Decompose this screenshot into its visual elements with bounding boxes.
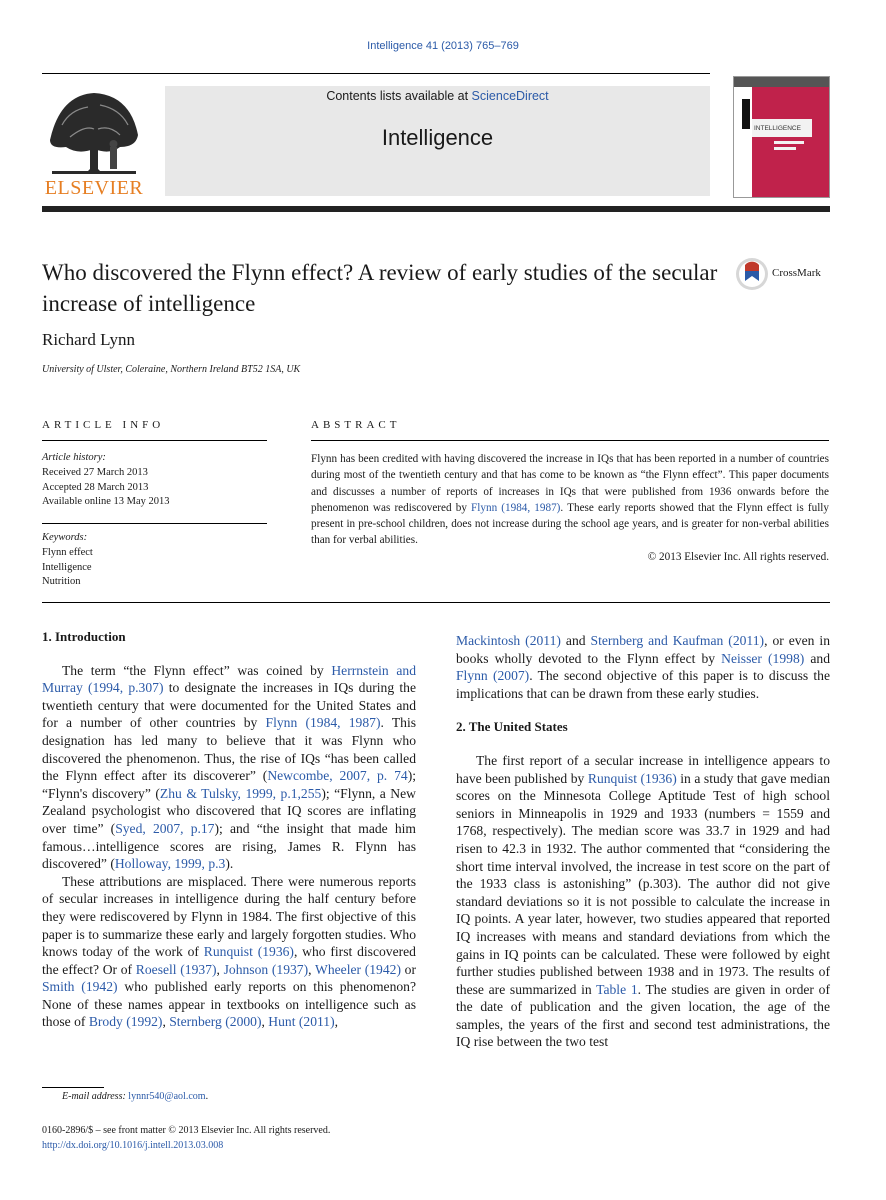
body-text: . This designation has led many to believe that it was Flynn who discovered the phenomenon. Thus, the rise of IQs “has been called the Flynn effect after its discoverer” ( [42, 715, 417, 784]
contents-prefix: Contents lists available at [326, 89, 472, 103]
author-email [62, 1091, 208, 1102]
citation-link[interactable]: Hunt (2011) [268, 1014, 335, 1030]
body-text: ); “Flynn's discovery” ( [42, 768, 417, 801]
body-text: , who first discovered the effect? Or of [42, 944, 416, 977]
article-history [42, 451, 267, 510]
body-text: The term “the Flynn effect” was coined by [62, 662, 332, 678]
sciencedirect-link[interactable]: ScienceDirect [471, 89, 549, 103]
citation-link[interactable]: Newcombe, 2007, p. 74 [267, 768, 408, 784]
email-label: E-mail address: [62, 1091, 129, 1102]
citation-link[interactable]: Wheeler (1942) [315, 961, 401, 977]
article-info-heading: ARTICLE INFO [42, 419, 165, 431]
abstract-bottom-rule [42, 602, 830, 603]
crossmark-label: CrossMark [772, 267, 821, 279]
body-text: ); “Flynn, a New Zealand psychologist who discovered that IQ scores are inflating over time” ( [42, 785, 416, 836]
keywords-block [42, 531, 267, 590]
header-rule [42, 73, 710, 74]
journal-cover-thumbnail[interactable] [733, 76, 830, 198]
contents-line [165, 89, 710, 103]
history-received: Received 27 March 2013 [42, 466, 148, 478]
journal-reference[interactable]: Intelligence 41 (2013) 765–769 [367, 40, 519, 52]
abstract-heading: ABSTRACT [311, 419, 401, 431]
keyword-item: Intelligence [42, 561, 92, 573]
doi-link[interactable]: http://dx.doi.org/10.1016/j.intell.2013.03.008 [42, 1140, 224, 1151]
journal-name: Intelligence [381, 125, 494, 150]
body-text: , [261, 1014, 269, 1030]
citation-link[interactable]: Sternberg (2000) [169, 1014, 262, 1030]
citation-link[interactable]: Mackintosh (2011) [456, 633, 561, 648]
citation-link[interactable]: Flynn (1984, 1987) [265, 715, 381, 731]
header-thick-rule [42, 206, 830, 212]
body-text: . The second objective of this paper is to discuss the implications that can be drawn from these early studies. [456, 668, 830, 701]
body-text: , or even in books wholly devoted to the Flynn effect by [456, 633, 830, 666]
body-text: or [400, 961, 417, 977]
intro-paragraph-2 [42, 873, 416, 1031]
author-affiliation: University of Ulster, Coleraine, Northern Ireland BT52 1SA, UK [42, 364, 301, 375]
citation-link[interactable]: Runquist (1936) [203, 944, 294, 960]
abstract-rule [311, 440, 829, 441]
body-text: ). [225, 856, 234, 872]
citation-link[interactable]: Flynn (2007) [456, 668, 530, 684]
citation-link[interactable]: Zhu & Tulsky, 1999, p.1,255 [159, 785, 322, 801]
cover-title: INTELLIGENCE [754, 125, 801, 132]
citation-link[interactable]: Herrnstein and Murray (1994, p.307) [42, 662, 416, 696]
history-accepted: Accepted 28 March 2013 [42, 481, 149, 493]
citation-link[interactable]: Brody (1992) [88, 1014, 163, 1030]
issn-line: 0160-2896/$ – see front matter © 2013 Elsevier Inc. All rights reserved. [42, 1125, 331, 1136]
keywords-rule [42, 523, 267, 524]
body-text: The first report of a secular increase in intelligence appears to have been published by [456, 752, 830, 786]
article-info-rule [42, 440, 267, 441]
email-link[interactable]: lynnr540@aol.com [128, 1091, 206, 1102]
abstract-copyright: © 2013 Elsevier Inc. All rights reserved. [647, 550, 829, 563]
body-text: , [334, 1014, 339, 1030]
us-paragraph-1 [456, 752, 830, 1051]
elsevier-wordmark: ELSEVIER [44, 177, 144, 199]
body-text: to designate the increases in IQs during the twentieth century that were documented for the United States and for a number of other countries by [42, 680, 416, 731]
citation-link[interactable]: Holloway, 1999, p.3 [114, 856, 226, 872]
section-heading-introduction: 1. Introduction [42, 629, 126, 644]
body-text: and [804, 650, 830, 666]
footnote-rule [42, 1087, 104, 1088]
crossmark-badge[interactable] [735, 257, 835, 291]
citation-link[interactable]: Roesell (1937) [135, 961, 217, 977]
citation-link[interactable]: Sternberg and Kaufman (2011) [590, 633, 765, 648]
author-name: Richard Lynn [42, 330, 136, 349]
right-column [456, 632, 830, 1051]
body-text: , [308, 961, 315, 977]
body-text: These attributions are misplaced. There were numerous reports of secular increases in intelligence during the half century before they were rediscovered by Flynn in 1984. The first objective of this paper is to summarize these early and largely forgotten studies. Who knows today of the work of [42, 873, 416, 960]
history-online: Available online 13 May 2013 [42, 496, 170, 508]
body-text: . The studies are given in order of the date of publication and the given location, the age of the samples, the years of the first and second test administrations, the IQ rise between the two test [456, 981, 830, 1050]
abstract-body [311, 451, 829, 565]
body-text: , [216, 961, 224, 977]
article-title: Who discovered the Flynn effect? A review of early studies of the secular increase of intelligence [42, 260, 718, 316]
body-text: who published early reports on this phenomenon? None of these names appear in textbooks on intelligence such as those of [42, 979, 417, 1030]
footer-meta [42, 1123, 330, 1153]
citation-link[interactable]: Syed, 2007, p.17 [115, 820, 215, 836]
body-text: in a study that gave median scores on the Minnesota College Aptitude Test of high school seniors in Minneapolis in 1929 and 1933 (numbers = 1559 and 1768, respectively). The median score was 33.7 in 1929 and had risen to 42.3 in 1932. The author commented that “considering the short time interval involved, the increase in test score on the part of the 1933 class is astonishing” (p.303). The author did not give standard deviations so it is not possible to calculate the increase in IQ points. A year later, however, two studies appeared that reported IQ increases with means and standard deviations from which the gains in IQ points can be calculated. These were followed by eight further studies published between 1938 and in 1973. The results of these are summarized in [456, 770, 831, 997]
citation-link[interactable]: Smith (1942) [42, 979, 118, 995]
citation-link[interactable]: Neisser (1998) [721, 650, 805, 666]
citation-link[interactable]: Flynn (1984, 1987) [471, 501, 561, 514]
body-text: and [560, 633, 591, 648]
email-end: . [205, 1091, 209, 1102]
abstract-text: . These early reports showed that the Flynn effect is fully present in pre-school children, does not increase during the school age years, and is greater for non-verbal abilities than for verbal abilities. [311, 501, 830, 547]
citation-link[interactable]: Runquist (1936) [587, 770, 677, 786]
intro-paragraph-3 [456, 632, 830, 702]
keywords-label: Keywords: [42, 532, 88, 543]
intro-paragraph-1 [42, 662, 416, 873]
body-text: ); and “the insight that made him famous…intelligence scores are rising, James R. Flynn has discovered” ( [42, 820, 416, 872]
crossmark-icon [735, 257, 769, 291]
keyword-item: Flynn effect [42, 546, 93, 558]
section-heading-united-states: 2. The United States [456, 719, 568, 735]
citation-link[interactable]: Johnson (1937) [223, 961, 309, 977]
abstract-text: Flynn has been credited with having discovered the increase in IQs that has been reported in a number of countries during most of the twentieth century and that has come to be known as “the Flynn effect”. This paper documents and discusses a number of reports of increases in IQs that were published from 1936 onwards before the phenomenon was rediscovered by [311, 453, 829, 514]
left-column [42, 628, 416, 1031]
table-link[interactable]: Table 1 [596, 981, 638, 997]
body-text: , [162, 1014, 170, 1030]
history-label: Article history: [42, 452, 106, 463]
keyword-item: Nutrition [42, 576, 81, 588]
